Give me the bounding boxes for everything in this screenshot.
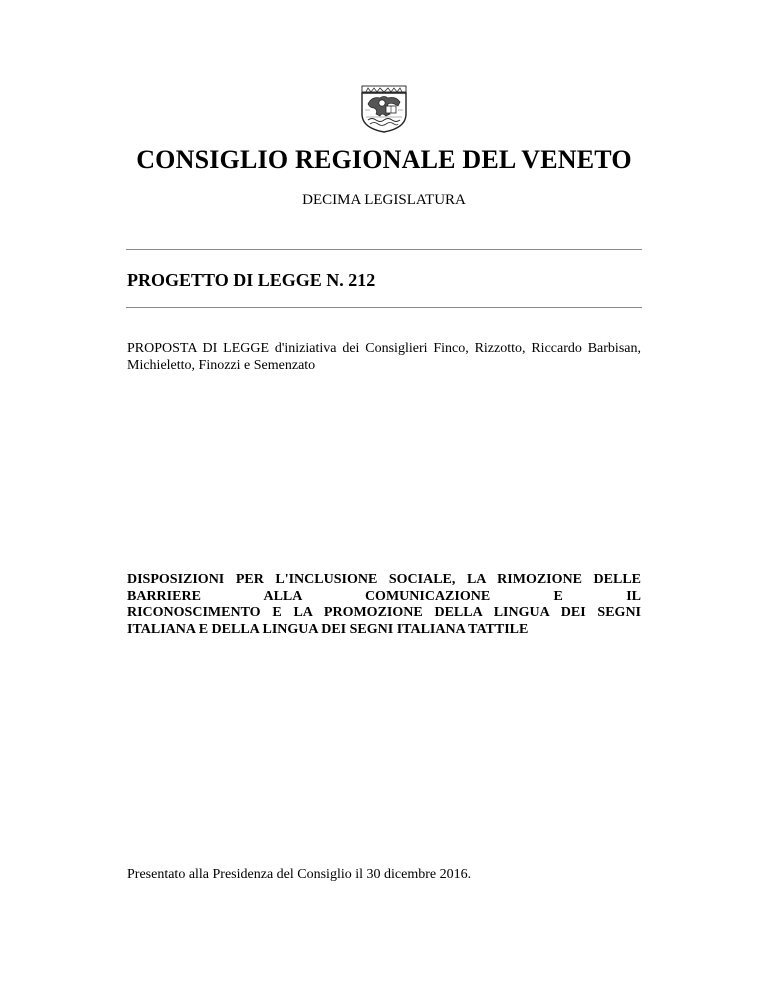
veneto-lion-emblem-icon [358, 84, 410, 134]
bill-number-heading: PROGETTO DI LEGGE N. 212 [127, 270, 376, 290]
council-title: CONSIGLIO REGIONALE DEL VENETO [136, 145, 632, 174]
bottom-divider [126, 307, 642, 308]
proposal-initiative-text: PROPOSTA DI LEGGE d'iniziativa dei Consiglieri Finco, Rizzotto, Riccardo Barbisan, Michieletto, Finozzi e Semenzato [127, 341, 641, 373]
bill-title [127, 572, 641, 638]
legislature-subtitle: DECIMA LEGISLATURA [302, 192, 466, 208]
top-divider [126, 249, 642, 250]
bill-title-line-2: RICONOSCIMENTO E LA PROMOZIONE DELLA LINGUA DEI SEGNI ITALIANA E DELLA LINGUA DEI SEGNI ITALIANA TATTILE [127, 605, 641, 637]
bill-title-line-1: DISPOSIZIONI PER L'INCLUSIONE SOCIALE, LA RIMOZIONE DELLE BARRIERE ALLA COMUNICAZIONE E IL [127, 572, 641, 604]
presented-date-text: Presentato alla Presidenza del Consiglio il 30 dicembre 2016. [127, 867, 472, 882]
